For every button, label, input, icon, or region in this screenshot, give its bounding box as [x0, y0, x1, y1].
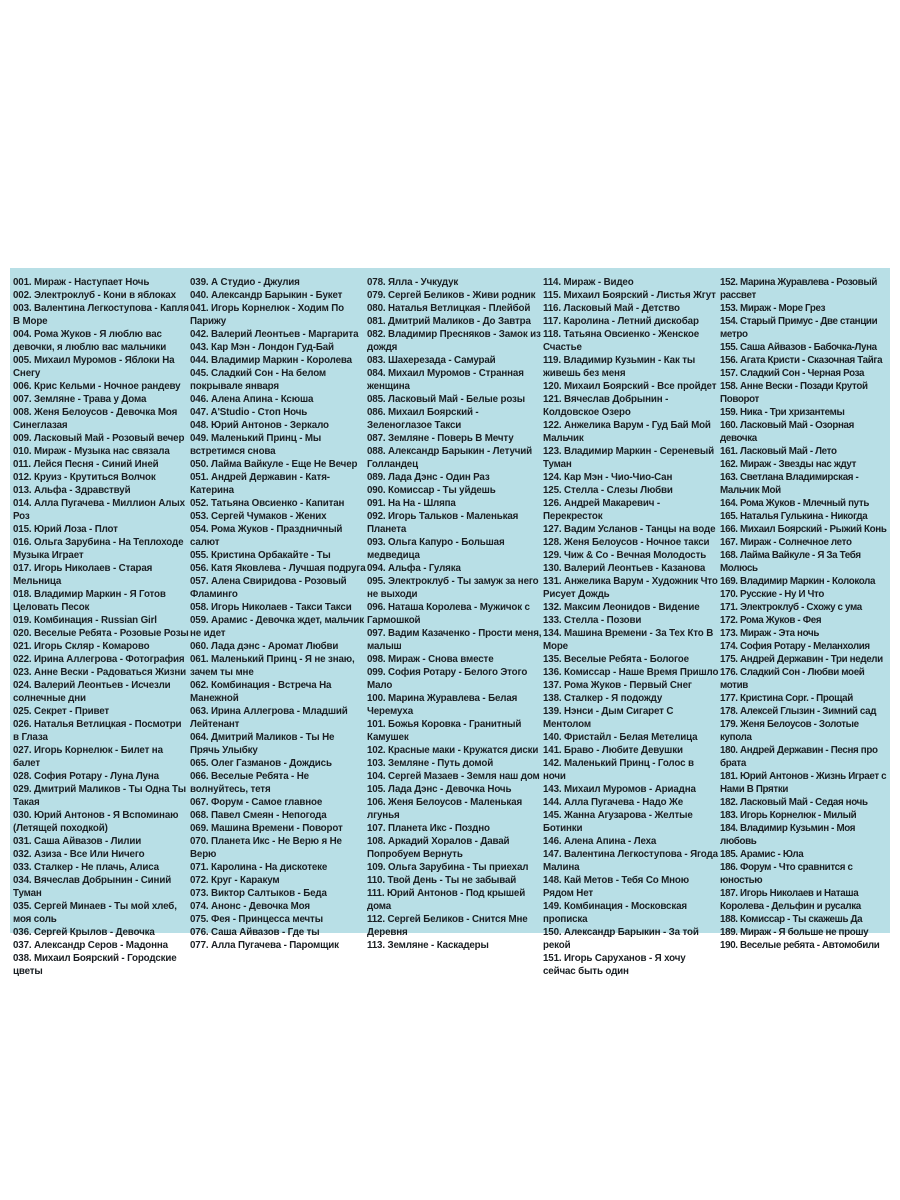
track-item: 123. Владимир Маркин - Сереневый Туман	[543, 446, 714, 470]
track-item: 117. Каролина - Летний дискобар	[543, 316, 699, 327]
track-item: 180. Андрей Державин - Песня про брата	[720, 745, 878, 769]
track-item: 029. Дмитрий Маликов - Ты Одна Ты Такая	[13, 784, 186, 808]
track-item: 020. Веселые Ребята - Розовые Розы	[13, 628, 189, 639]
track-item: 142. Маленький Принц - Голос в ночи	[543, 758, 694, 782]
track-item: 001. Мираж - Наступает Ночь	[13, 277, 150, 288]
track-item: 185. Арамис - Юла	[720, 849, 804, 860]
track-item: 034. Вячеслав Добрынин - Синий Туман	[13, 875, 172, 899]
track-item: 173. Мираж - Эта ночь	[720, 628, 820, 639]
track-item: 098. Мираж - Снова вместе	[367, 654, 494, 665]
track-item: 127. Вадим Усланов - Танцы на воде	[543, 524, 716, 535]
tracklist-column-5	[720, 276, 888, 952]
track-item: 052. Татьяна Овсиенко - Капитан	[190, 498, 345, 509]
track-item: 149. Комбинация - Московская прописка	[543, 901, 687, 925]
track-item: 176. Сладкий Сон - Любви моей мотив	[720, 667, 865, 691]
track-item: 103. Земляне - Путь домой	[367, 758, 494, 769]
track-item: 010. Мираж - Музыка нас связала	[13, 446, 170, 457]
track-item: 161. Ласковый Май - Лето	[720, 446, 837, 457]
track-item: 028. София Ротару - Луна Луна	[13, 771, 159, 782]
track-item: 096. Наташа Королева - Мужичок с Гармошкой	[367, 602, 530, 626]
track-item: 148. Кай Метов - Тебя Со Мною Рядом Нет	[543, 875, 689, 899]
track-item: 004. Рома Жуков - Я люблю вас девочки, я люблю вас мальчики	[13, 329, 167, 353]
track-item: 132. Максим Леонидов - Видение	[543, 602, 700, 613]
track-item: 083. Шахерезада - Самурай	[367, 355, 496, 366]
track-item: 143. Михаил Муромов - Ариадна	[543, 784, 696, 795]
track-item: 019. Комбинация - Russian Girl	[13, 615, 157, 626]
track-item: 110. Твой День - Ты не забывай	[367, 875, 517, 886]
track-item: 070. Планета Икс - Не Верю я Не Верю	[190, 836, 342, 860]
track-item: 002. Электроклуб - Кони в яблоках	[13, 290, 176, 301]
track-item: 064. Дмитрий Маликов - Ты Не Прячь Улыбку	[190, 732, 335, 756]
track-item: 178. Алексей Глызин - Зимний сад	[720, 706, 877, 717]
track-item: 087. Земляне - Поверь В Мечту	[367, 433, 514, 444]
track-item: 160. Ласковый Май - Озорная девочка	[720, 420, 855, 444]
track-item: 045. Сладкий Сон - На белом покрывале января	[190, 368, 327, 392]
track-item: 139. Нэнси - Дым Сигарет С Ментолом	[543, 706, 674, 730]
track-item: 189. Мираж - Я больше не прошу	[720, 927, 869, 938]
track-item: 089. Лада Дэнс - Один Раз	[367, 472, 490, 483]
track-item: 024. Валерий Леонтьев - Исчезли солнечные дни	[13, 680, 171, 704]
track-item: 066. Веселые Ребята - Не волнуйтесь, тетя	[190, 771, 309, 795]
track-item: 165. Наталья Гулькина - Никогда	[720, 511, 868, 522]
track-item: 050. Лайма Вайкуле - Еще Не Вечер	[190, 459, 358, 470]
track-item: 065. Олег Газманов - Дождись	[190, 758, 332, 769]
track-item: 188. Комиссар - Ты скажешь Да	[720, 914, 863, 925]
track-item: 068. Павел Смеян - Непогода	[190, 810, 327, 821]
track-item: 120. Михаил Боярский - Все пройдет	[543, 381, 717, 392]
track-item: 133. Стелла - Позови	[543, 615, 642, 626]
track-item: 187. Игорь Николаев и Наташа Королева - Дельфин и русалка	[720, 888, 861, 912]
track-item: 015. Юрий Лоза - Плот	[13, 524, 118, 535]
track-item: 179. Женя Белоусов - Золотые купола	[720, 719, 859, 743]
track-item: 164. Рома Жуков - Млечный путь	[720, 498, 869, 509]
track-item: 023. Анне Вески - Радоваться Жизни	[13, 667, 187, 678]
tracklist-column-2	[190, 276, 366, 952]
track-item: 166. Михаил Боярский - Рыжий Конь	[720, 524, 887, 535]
track-item: 035. Сергей Минаев - Ты мой хлеб, моя соль	[13, 901, 177, 925]
track-item: 175. Андрей Державин - Три недели	[720, 654, 883, 665]
track-item: 036. Сергей Крылов - Девочка	[13, 927, 155, 938]
track-item: 101. Божья Коровка - Гранитный Камушек	[367, 719, 522, 743]
track-item: 056. Катя Яковлева - Лучшая подруга	[190, 563, 366, 574]
track-item: 088. Александр Барыкин - Летучий Голландец	[367, 446, 533, 470]
track-item: 031. Саша Айвазов - Лилии	[13, 836, 142, 847]
track-item: 124. Кар Мэн - Чио-Чио-Сан	[543, 472, 673, 483]
track-item: 025. Секрет - Привет	[13, 706, 110, 717]
tracklist-column-1	[13, 276, 189, 978]
track-item: 159. Ника - Три хризантемы	[720, 407, 845, 418]
track-item: 155. Саша Айвазов - Бабочка-Луна	[720, 342, 877, 353]
track-item: 016. Ольга Зарубина - На Теплоходе Музыка Играет	[13, 537, 184, 561]
track-item: 046. Алена Апина - Ксюша	[190, 394, 314, 405]
track-item: 044. Владимир Маркин - Королева	[190, 355, 352, 366]
track-item: 048. Юрий Антонов - Зеркало	[190, 420, 329, 431]
track-item: 163. Светлана Владимирская - Мальчик Мой	[720, 472, 859, 496]
track-item: 094. Альфа - Гуляка	[367, 563, 461, 574]
track-item: 118. Татьяна Овсиенко - Женское Счастье	[543, 329, 699, 353]
track-item: 057. Алена Свиридова - Розовый Фламинго	[190, 576, 347, 600]
track-item: 144. Алла Пугачева - Надо Же	[543, 797, 683, 808]
track-item: 105. Лада Дэнс - Девочка Ночь	[367, 784, 512, 795]
track-item: 059. Арамис - Девочка ждет, мальчик не идет	[190, 615, 364, 639]
track-item: 126. Андрей Макаревич - Перекресток	[543, 498, 660, 522]
track-item: 084. Михаил Муромов - Странная женщина	[367, 368, 524, 392]
track-item: 108. Аркадий Хоралов - Давай Попробуем Вернуть	[367, 836, 510, 860]
track-item: 005. Михаил Муромов - Яблоки На Снегу	[13, 355, 175, 379]
track-item: 111. Юрий Антонов - Под крышей дома	[367, 888, 526, 912]
track-item: 075. Фея - Принцесса мечты	[190, 914, 323, 925]
track-item: 106. Женя Белоусов - Маленькая лгунья	[367, 797, 523, 821]
track-item: 021. Игорь Скляр - Комарово	[13, 641, 150, 652]
track-item: 063. Ирина Аллегрова - Младший Лейтенант	[190, 706, 348, 730]
tracklist-column-3	[367, 276, 543, 952]
track-item: 174. София Ротару - Меланхолия	[720, 641, 870, 652]
track-item: 168. Лайма Вайкуле - Я За Тебя Молюсь	[720, 550, 861, 574]
track-item: 114. Мираж - Видео	[543, 277, 634, 288]
track-item: 003. Валентина Легкоступова - Капля В Море	[13, 303, 189, 327]
track-item: 092. Игорь Тальков - Маленькая Планета	[367, 511, 519, 535]
track-item: 073. Виктор Салтыков - Беда	[190, 888, 327, 899]
track-item: 104. Сергей Мазаев - Земля наш дом	[367, 771, 540, 782]
track-item: 099. София Ротару - Белого Этого Мало	[367, 667, 528, 691]
track-item: 128. Женя Белоусов - Ночное такси	[543, 537, 710, 548]
track-item: 190. Веселые ребята - Автомобили	[720, 940, 880, 951]
track-item: 079. Сергей Беликов - Живи родник	[367, 290, 536, 301]
track-item: 077. Алла Пугачева - Паромщик	[190, 940, 339, 951]
track-item: 100. Марина Журавлева - Белая Черемуха	[367, 693, 518, 717]
track-item: 154. Старый Примус - Две станции метро	[720, 316, 878, 340]
track-item: 141. Браво - Любите Девушки	[543, 745, 683, 756]
track-item: 080. Наталья Ветлицкая - Плейбой	[367, 303, 531, 314]
track-item: 116. Ласковый Май - Детство	[543, 303, 680, 314]
track-item: 090. Комиссар - Ты уйдешь	[367, 485, 496, 496]
track-item: 039. А Студио - Джулия	[190, 277, 300, 288]
track-item: 033. Сталкер - Не плачь, Алиса	[13, 862, 159, 873]
track-item: 078. Ялла - Учкудук	[367, 277, 459, 288]
tracklist-sheet	[10, 268, 890, 977]
track-item: 151. Игорь Саруханов - Я хочу сейчас быть один	[543, 953, 686, 977]
track-item: 081. Дмитрий Маликов - До Завтра	[367, 316, 531, 327]
track-item: 072. Круг - Каракум	[190, 875, 280, 886]
track-item: 091. На На - Шляпа	[367, 498, 456, 509]
track-item: 009. Ласковый Май - Розовый вечер	[13, 433, 185, 444]
track-item: 058. Игорь Николаев - Такси Такси	[190, 602, 352, 613]
track-item: 014. Алла Пугачева - Миллион Алых Роз	[13, 498, 185, 522]
track-item: 152. Марина Журавлева - Розовый рассвет	[720, 277, 878, 301]
track-item: 074. Анонс - Девочка Моя	[190, 901, 310, 912]
track-item: 169. Владимир Маркин - Колокола	[720, 576, 876, 587]
track-item: 134. Машина Времени - За Тех Кто В Море	[543, 628, 714, 652]
track-item: 113. Земляне - Каскадеры	[367, 940, 489, 951]
track-item: 145. Жанна Агузарова - Желтые Ботинки	[543, 810, 693, 834]
track-item: 177. Кристина Copr. - Прощай	[720, 693, 853, 704]
track-item: 026. Наталья Ветлицкая - Посмотри в Глаза	[13, 719, 182, 743]
track-item: 119. Владимир Кузьмин - Как ты живешь без меня	[543, 355, 696, 379]
track-item: 067. Форум - Самое главное	[190, 797, 323, 808]
tracklist-column-4	[543, 276, 719, 978]
track-item: 115. Михаил Боярский - Листья Жгут	[543, 290, 716, 301]
track-item: 043. Кар Мэн - Лондон Гуд-Бай	[190, 342, 334, 353]
track-item: 129. Чиж & Co - Вечная Молодость	[543, 550, 707, 561]
track-item: 170. Русские - Ну И Что	[720, 589, 825, 600]
track-item: 060. Лада дэнс - Аромат Любви	[190, 641, 339, 652]
track-item: 150. Александр Барыкин - За той рекой	[543, 927, 699, 951]
track-item: 125. Стелла - Слезы Любви	[543, 485, 673, 496]
track-item: 183. Игорь Корнелюк - Милый	[720, 810, 857, 821]
track-item: 156. Агата Кристи - Сказочная Тайга	[720, 355, 883, 366]
track-item: 006. Крис Кельми - Ночное рандеву	[13, 381, 181, 392]
track-item: 122. Анжелика Варум - Гуд Бай Мой Мальчик	[543, 420, 711, 444]
track-item: 136. Комиссар - Наше Время Пришло	[543, 667, 719, 678]
track-item: 181. Юрий Антонов - Жизнь Играет с Нами В Прятки	[720, 771, 887, 795]
track-item: 012. Круиз - Крутиться Волчок	[13, 472, 156, 483]
track-item: 017. Игорь Николаев - Старая Мельница	[13, 563, 153, 587]
track-item: 109. Ольга Зарубина - Ты приехал	[367, 862, 529, 873]
track-item: 112. Сергей Беликов - Снится Мне Деревня	[367, 914, 528, 938]
track-item: 085. Ласковый Май - Белые розы	[367, 394, 525, 405]
track-item: 130. Валерий Леонтьев - Казанова	[543, 563, 706, 574]
track-item: 138. Сталкер - Я подожду	[543, 693, 663, 704]
track-item: 053. Сергей Чумаков - Жених	[190, 511, 327, 522]
track-item: 032. Азиза - Все Или Ничего	[13, 849, 145, 860]
track-item: 071. Каролина - На дискотеке	[190, 862, 328, 873]
track-item: 131. Анжелика Варум - Художник Что Рисует Дождь	[543, 576, 718, 600]
track-item: 167. Мираж - Солнечное лето	[720, 537, 852, 548]
track-item: 042. Валерий Леонтьев - Маргарита	[190, 329, 359, 340]
track-item: 069. Машина Времени - Поворот	[190, 823, 343, 834]
track-item: 107. Планета Икс - Поздно	[367, 823, 490, 834]
track-item: 157. Сладкий Сон - Черная Роза	[720, 368, 865, 379]
track-item: 049. Маленький Принц - Мы встретимся снова	[190, 433, 322, 457]
track-item: 018. Владимир Маркин - Я Готов Целовать Песок	[13, 589, 166, 613]
track-item: 135. Веселые Ребята - Бологое	[543, 654, 689, 665]
track-item: 182. Ласковый Май - Седая ночь	[720, 797, 868, 808]
track-item: 146. Алена Апина - Леха	[543, 836, 657, 847]
track-item: 040. Александр Барыкин - Букет	[190, 290, 343, 301]
track-item: 095. Электроклуб - Ты замуж за него не выходи	[367, 576, 539, 600]
track-item: 097. Вадим Казаченко - Прости меня, малыш	[367, 628, 542, 652]
track-item: 158. Анне Вески - Позади Крутой Поворот	[720, 381, 868, 405]
track-item: 140. Фристайл - Белая Метелица	[543, 732, 698, 743]
track-item: 076. Саша Айвазов - Где ты	[190, 927, 320, 938]
track-item: 171. Электроклуб - Схожу с ума	[720, 602, 862, 613]
track-item: 082. Владимир Пресняков - Замок из дождя	[367, 329, 541, 353]
track-item: 184. Владимир Кузьмин - Моя любовь	[720, 823, 856, 847]
track-item: 051. Андрей Державин - Катя-Катерина	[190, 472, 330, 496]
track-item: 008. Женя Белоусов - Девочка Моя Синеглазая	[13, 407, 178, 431]
track-item: 022. Ирина Аллегрова - Фотография	[13, 654, 185, 665]
track-item: 038. Михаил Боярский - Городские цветы	[13, 953, 177, 977]
track-item: 037. Александр Серов - Мадонна	[13, 940, 168, 951]
track-item: 041. Игорь Корнелюк - Ходим По Парижу	[190, 303, 345, 327]
track-item: 013. Альфа - Здравствуй	[13, 485, 131, 496]
track-item: 172. Рома Жуков - Фея	[720, 615, 822, 626]
track-item: 093. Ольга Капуро - Большая медведица	[367, 537, 505, 561]
track-item: 027. Игорь Корнелюк - Билет на балет	[13, 745, 163, 769]
track-item: 062. Комбинация - Встреча На Манежной	[190, 680, 332, 704]
track-item: 086. Михаил Боярский - Зеленоглазое Такси	[367, 407, 479, 431]
track-item: 061. Маленький Принц - Я не знаю, зачем ты мне	[190, 654, 355, 678]
track-item: 147. Валентина Легкоступова - Ягода Малина	[543, 849, 718, 873]
track-item: 007. Земляне - Трава у Дома	[13, 394, 147, 405]
track-item: 153. Мираж - Море Грез	[720, 303, 826, 314]
track-item: 054. Рома Жуков - Праздничный салют	[190, 524, 343, 548]
track-item: 102. Красные маки - Кружатся диски	[367, 745, 539, 756]
track-item: 011. Лейся Песня - Синий Иней	[13, 459, 159, 470]
track-item: 162. Мираж - Звезды нас ждут	[720, 459, 857, 470]
track-item: 121. Вячеслав Добрынин - Колдовское Озеро	[543, 394, 669, 418]
track-item: 055. Кристина Орбакайте - Ты	[190, 550, 331, 561]
track-item: 047. A'Studio - Стоп Ночь	[190, 407, 308, 418]
track-item: 137. Рома Жуков - Первый Снег	[543, 680, 692, 691]
track-item: 186. Форум - Что сравнится с юностью	[720, 862, 853, 886]
track-item: 030. Юрий Антонов - Я Вспоминаю (Летящей походкой)	[13, 810, 179, 834]
